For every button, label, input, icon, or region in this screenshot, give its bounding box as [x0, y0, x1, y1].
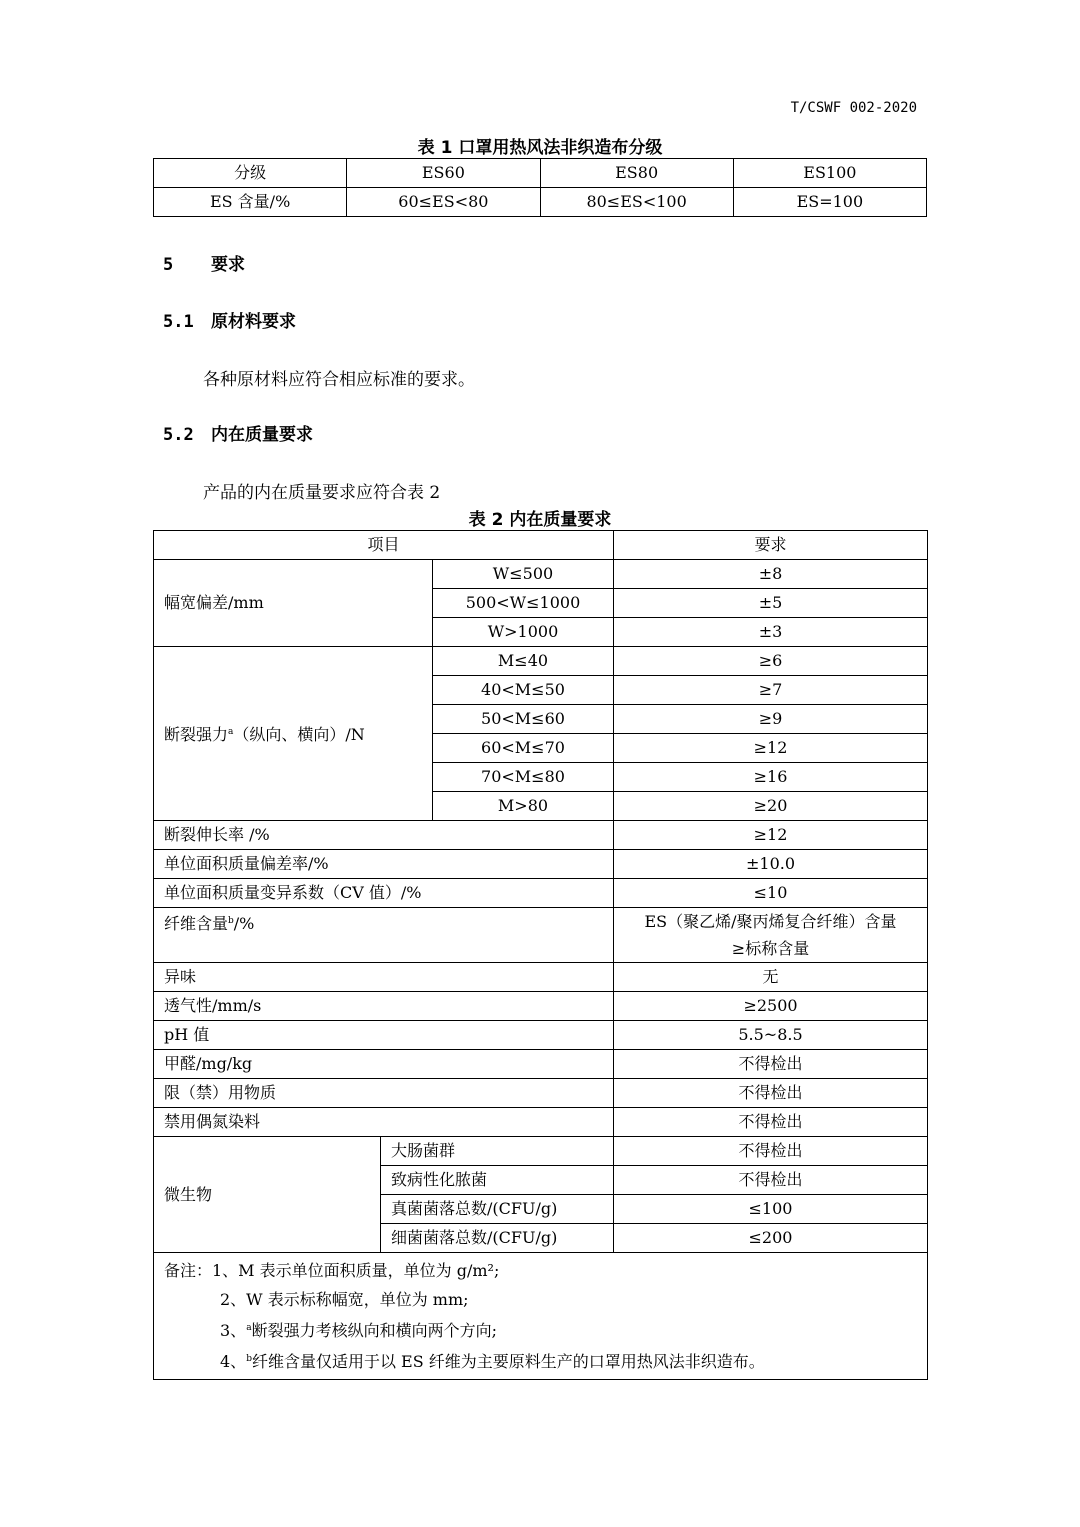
table-row [154, 1021, 928, 1050]
table-row [154, 188, 927, 217]
fiber-content-requirement [614, 908, 928, 963]
table-row [154, 821, 928, 850]
table-cell: 大肠菌群 [381, 1137, 614, 1166]
table-header-item: 项目 [154, 531, 614, 560]
table-cell: 不得检出 [614, 1166, 928, 1195]
note-text: 4、 [220, 1352, 247, 1371]
table-row [154, 560, 928, 589]
section-number: 5.1 [163, 312, 194, 332]
table-cell: 甲醛/mg/kg [154, 1050, 614, 1079]
table-cell: ±3 [614, 618, 928, 647]
table-cell: 限（禁）用物质 [154, 1079, 614, 1108]
table-row [154, 1108, 928, 1137]
table-cell: 60<M≤70 [433, 734, 614, 763]
table-cell: ±5 [614, 589, 928, 618]
table-cell: ≤10 [614, 879, 928, 908]
table-cell: 断裂伸长率 /% [154, 821, 614, 850]
section-number: 5 [163, 255, 174, 275]
table-cell: 5.5~8.5 [614, 1021, 928, 1050]
section-5-1-heading [163, 307, 296, 332]
label-text: /% [233, 914, 255, 933]
section-5-2-text: 产品的内在质量要求应符合表 2 [203, 483, 441, 503]
table-cell: 单位面积质量偏差率/% [154, 850, 614, 879]
width-deviation-label: 幅宽偏差/mm [154, 560, 433, 647]
table-cell: 细菌菌落总数/(CFU/g) [381, 1224, 614, 1253]
table-cell: 70<M≤80 [433, 763, 614, 792]
table-cell: ±10.0 [614, 850, 928, 879]
fiber-content-label [154, 908, 614, 963]
table-cell: 致病性化脓菌 [381, 1166, 614, 1195]
footnote-mark: b [246, 1354, 252, 1364]
table-row [154, 531, 928, 560]
table-row [154, 1050, 928, 1079]
table-row [154, 992, 928, 1021]
table-cell: ≥16 [614, 763, 928, 792]
table-cell: ≥2500 [614, 992, 928, 1021]
table-header-requirement: 要求 [614, 531, 928, 560]
table-cell: 500<W≤1000 [433, 589, 614, 618]
document-code: T/CSWF 002-2020 [790, 100, 917, 116]
footnote-mark: a [246, 1323, 252, 1333]
section-title: 要求 [211, 255, 245, 275]
table-cell: 异味 [154, 963, 614, 992]
table-row [154, 1137, 928, 1166]
table-cell: ≤100 [614, 1195, 928, 1224]
note-line: 备注：1、M 表示单位面积质量，单位为 g/m²; [164, 1261, 500, 1280]
table2-caption: 表 2 内在质量要求 [468, 510, 612, 530]
note-text: 纤维含量仅适用于以 ES 纤维为主要原料生产的口罩用热风法非织造布。 [251, 1352, 765, 1371]
table-cell: 单位面积质量变异系数（CV 值）/% [154, 879, 614, 908]
table1-grading [153, 158, 927, 217]
section-5-2-heading [163, 420, 313, 445]
table-cell: pH 值 [154, 1021, 614, 1050]
table-cell: ES=100 [733, 188, 926, 217]
table-row [154, 879, 928, 908]
table-notes [154, 1253, 928, 1380]
table-cell: 60≤ES<80 [347, 188, 540, 217]
table-cell: 透气性/mm/s [154, 992, 614, 1021]
table-cell: 不得检出 [614, 1108, 928, 1137]
table-row [154, 159, 927, 188]
table-cell: ≤200 [614, 1224, 928, 1253]
table-cell: 不得检出 [614, 1137, 928, 1166]
requirement-line: ≥标称含量 [731, 939, 810, 958]
label-text: 断裂强力 [164, 725, 229, 744]
table-row [154, 850, 928, 879]
requirement-line: ES（聚乙烯/聚丙烯复合纤维）含量 [644, 912, 897, 931]
table-cell: ±8 [614, 560, 928, 589]
table2-quality [153, 530, 928, 1380]
table-cell: ES60 [347, 159, 540, 188]
footnote-mark: b [228, 916, 234, 926]
table-cell: W>1000 [433, 618, 614, 647]
table-cell: W≤500 [433, 560, 614, 589]
label-text: 纤维含量 [164, 914, 229, 933]
table-cell: ES100 [733, 159, 926, 188]
breaking-strength-label [154, 647, 433, 821]
table-cell: 50<M≤60 [433, 705, 614, 734]
section-title: 内在质量要求 [211, 425, 313, 445]
section-5-1-text: 各种原材料应符合相应标准的要求。 [203, 370, 475, 390]
section-title: 原材料要求 [211, 312, 296, 332]
table1-caption: 表 1 口罩用热风法非织造布分级 [417, 138, 663, 158]
table-cell: ES80 [540, 159, 733, 188]
table-cell: 40<M≤50 [433, 676, 614, 705]
table-cell: 分级 [154, 159, 347, 188]
table-cell: 不得检出 [614, 1079, 928, 1108]
table-cell: ≥12 [614, 821, 928, 850]
table-row [154, 1253, 928, 1380]
note-line [164, 1345, 917, 1376]
note-text: 断裂强力考核纵向和横向两个方向; [251, 1321, 497, 1340]
section-number: 5.2 [163, 425, 194, 445]
table-cell: ≥9 [614, 705, 928, 734]
table-cell: ES 含量/% [154, 188, 347, 217]
section-5-heading [163, 250, 245, 275]
table-cell: 不得检出 [614, 1050, 928, 1079]
microorganism-label: 微生物 [154, 1137, 381, 1253]
label-text: （纵向、横向）/N [233, 725, 365, 744]
table-row [154, 963, 928, 992]
note-line [164, 1314, 917, 1345]
table-cell: M≤40 [433, 647, 614, 676]
table-cell: ≥6 [614, 647, 928, 676]
note-text: 3、 [220, 1321, 247, 1340]
table-cell: 真菌菌落总数/(CFU/g) [381, 1195, 614, 1224]
table-cell: ≥7 [614, 676, 928, 705]
table-row [154, 647, 928, 676]
table-cell: 80≤ES<100 [540, 188, 733, 217]
table-row [154, 1079, 928, 1108]
table-cell: ≥12 [614, 734, 928, 763]
table-cell: 无 [614, 963, 928, 992]
table-cell: ≥20 [614, 792, 928, 821]
table-row [154, 908, 928, 963]
footnote-mark: a [228, 727, 234, 737]
note-line: 2、W 表示标称幅宽，单位为 mm; [220, 1290, 469, 1309]
table-cell: M>80 [433, 792, 614, 821]
table-cell: 禁用偶氮染料 [154, 1108, 614, 1137]
